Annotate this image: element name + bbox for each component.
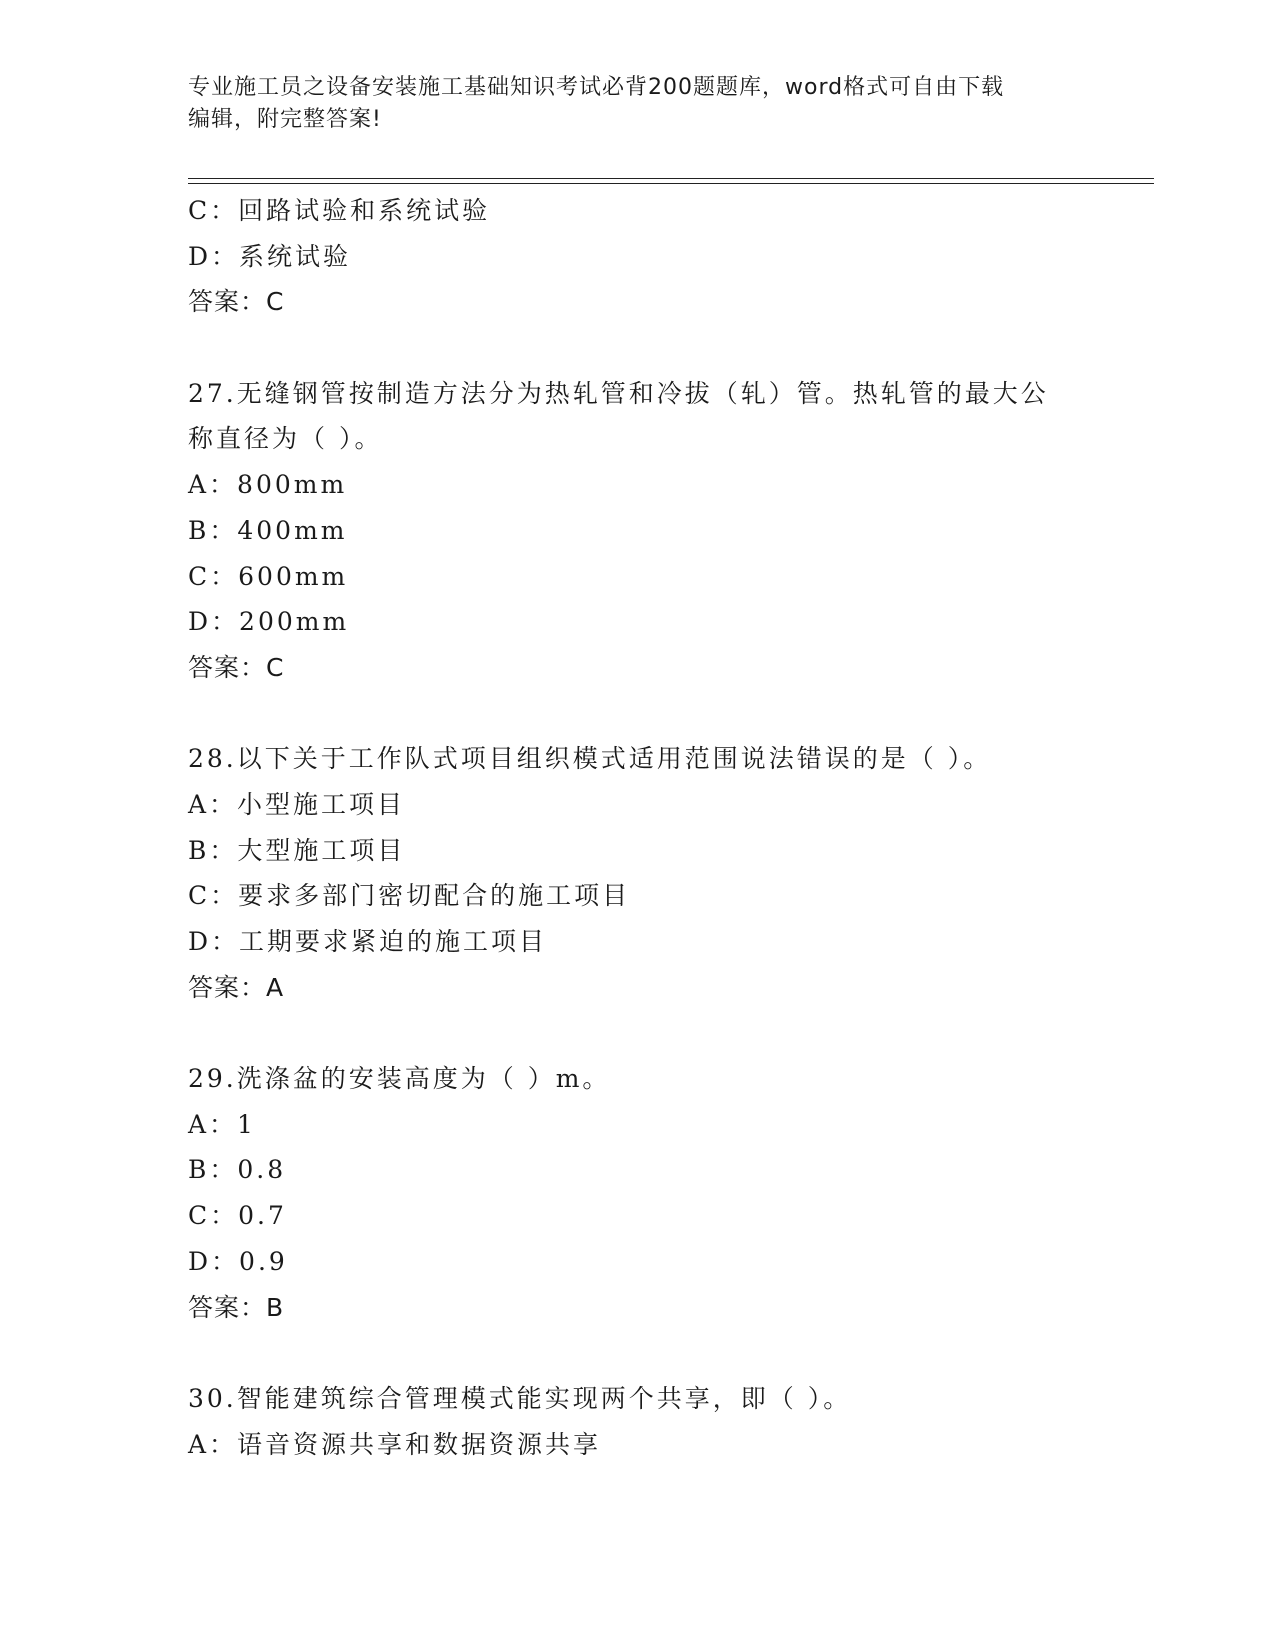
answer-line: 答案：C — [188, 652, 285, 682]
spacer — [188, 1010, 1088, 1056]
header-divider-bottom — [188, 183, 1154, 184]
question-stem-line: 29.洗涤盆的安装高度为（ ）m。 — [188, 1064, 611, 1094]
question-26-continued — [188, 188, 1088, 325]
option-c: C：要求多部门密切配合的施工项目 — [188, 881, 631, 911]
option-b: B：大型施工项目 — [188, 835, 406, 865]
document-header — [188, 72, 1068, 136]
option-b: B：400mm — [188, 515, 348, 545]
option-a: A：800mm — [188, 470, 348, 500]
question-stem-line: 28.以下关于工作队式项目组织模式适用范围说法错误的是（ ）。 — [188, 744, 992, 774]
question-30 — [188, 1376, 1088, 1467]
option-d: D：系统试验 — [188, 241, 352, 271]
option-a: A：小型施工项目 — [188, 789, 406, 819]
spacer — [188, 1330, 1088, 1376]
option-d: D：200mm — [188, 607, 350, 637]
answer-line: 答案：A — [188, 972, 285, 1002]
question-stem-line: 称直径为（ ）。 — [188, 424, 383, 454]
spacer — [188, 691, 1088, 737]
question-stem-line: 30.智能建筑综合管理模式能实现两个共享，即（ ）。 — [188, 1383, 852, 1413]
question-28 — [188, 736, 1088, 1010]
option-a: A：1 — [188, 1109, 256, 1139]
option-d: D：工期要求紧迫的施工项目 — [188, 927, 548, 956]
header-divider-top — [188, 178, 1154, 179]
header-title-line-2: 编辑，附完整答案! — [188, 107, 382, 132]
option-a: A：语音资源共享和数据资源共享 — [188, 1429, 602, 1459]
question-27 — [188, 371, 1088, 691]
header-title-line-1: 专业施工员之设备安装施工基础知识考试必背200题题库，word格式可自由下载 — [188, 75, 1005, 100]
spacer — [188, 325, 1088, 371]
question-stem-line: 27.无缝钢管按制造方法分为热轧管和冷拔（轧）管。热轧管的最大公 — [188, 378, 1049, 408]
answer-line: 答案：C — [188, 287, 285, 317]
option-b: B：0.8 — [188, 1155, 287, 1185]
option-c: C：600mm — [188, 561, 349, 591]
question-29 — [188, 1056, 1088, 1330]
option-c: C：回路试验和系统试验 — [188, 196, 491, 225]
option-d: D：0.9 — [188, 1246, 288, 1276]
option-c: C：0.7 — [188, 1201, 287, 1231]
answer-line: 答案：B — [188, 1292, 285, 1322]
question-list — [188, 188, 1088, 1467]
